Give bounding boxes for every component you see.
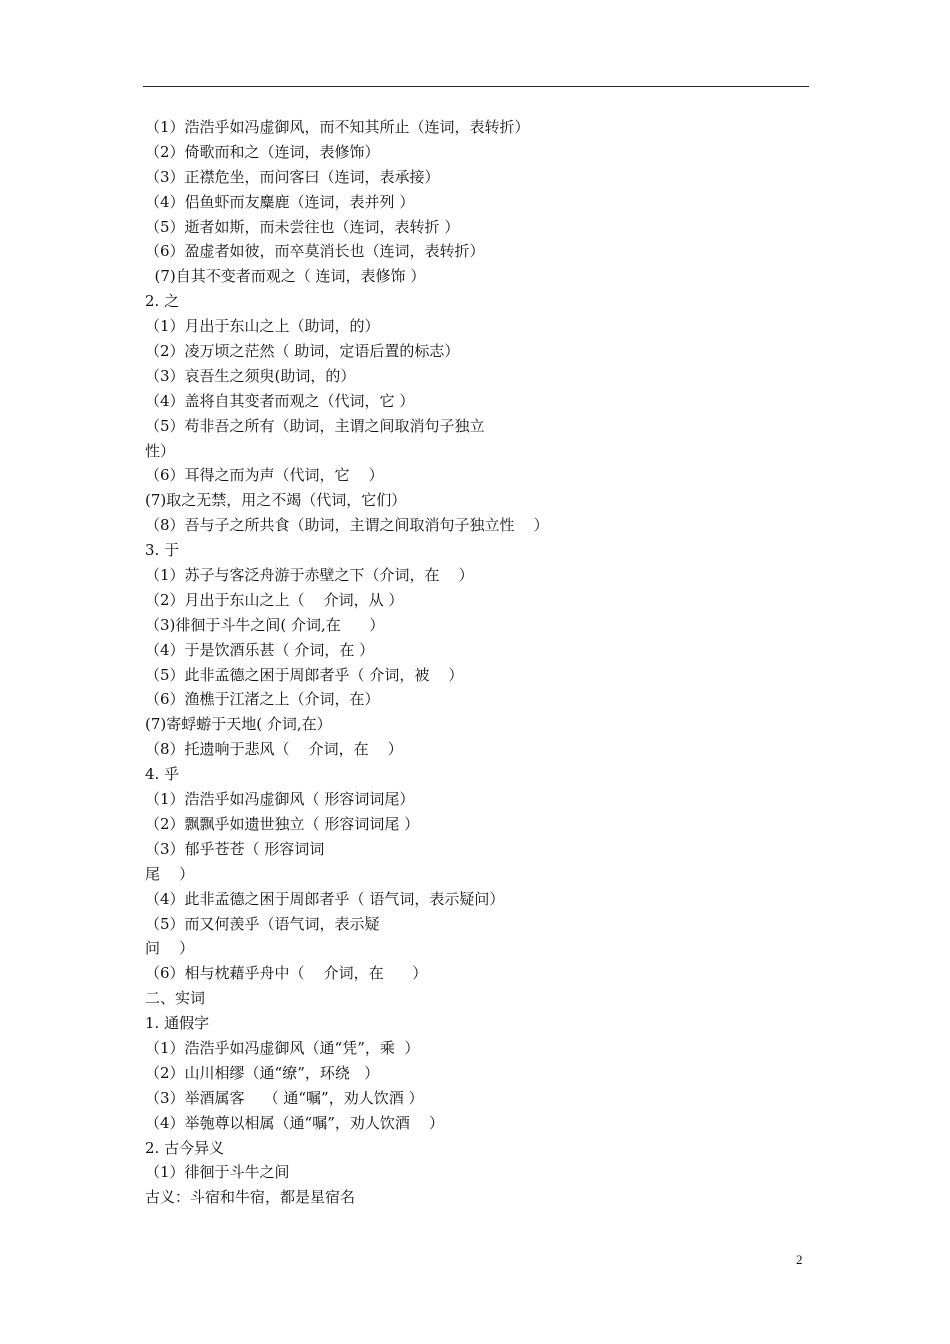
text-line: （8）吾与子之所共食（助词，主谓之间取消句子独立性 ）	[145, 516, 549, 535]
text-line: （1）浩浩乎如冯虚御风，而不知其所止（连词，表转折）	[145, 118, 530, 136]
text-line: （4）侣鱼虾而友麋鹿（连词，表并列 ）	[145, 192, 415, 211]
text-line: 性）	[145, 441, 176, 460]
text-line: （3）正襟危坐，而问客曰（连词，表承接）	[145, 167, 440, 186]
text-line: （4）盖将自其变者而观之（代词，它 ）	[145, 391, 415, 410]
text-line: 二、实词	[145, 989, 206, 1008]
text-line: （1）月出于东山之上（助词，的）	[145, 317, 380, 336]
text-line: （3）举酒属客 （ 通“嘱”，劝人饮酒 ）	[145, 1088, 424, 1107]
text-line: 3. 于	[145, 541, 180, 560]
text-line: （2）月出于东山之上（ 介词，从 ）	[145, 590, 404, 609]
header-rule	[143, 86, 809, 87]
text-line: 古义：斗宿和牛宿，都是星宿名	[145, 1188, 356, 1207]
text-line: （6）盈虚者如彼，而卒莫消长也（连词，表转折）	[145, 242, 485, 261]
text-line: 尾 ）	[145, 864, 195, 883]
text-line: 4. 乎	[145, 765, 180, 784]
text-line: （2）凌万顷之茫然（ 助词，定语后置的标志）	[145, 342, 460, 361]
text-line: 2. 古今异义	[145, 1138, 225, 1157]
text-line: (7)寄蜉蝣于天地( 介词,在）	[145, 715, 332, 734]
page-number: 2	[796, 1252, 803, 1267]
text-line: （5）此非孟德之困于周郎者乎（ 介词，被 ）	[145, 665, 464, 684]
text-line: （4）于是饮酒乐甚（ 介词，在 ）	[145, 640, 375, 659]
text-line: 1. 通假字	[145, 1014, 210, 1033]
text-line: （4）此非孟德之困于周郎者乎（ 语气词，表示疑问）	[145, 889, 505, 908]
text-line: （1）苏子与客泛舟游于赤壁之下（介词，在 ）	[145, 566, 474, 585]
text-line: （8）托遗响于悲风（ 介词，在 ）	[145, 740, 403, 759]
text-line: （5）逝者如斯，而未尝往也（连词，表转折 ）	[145, 217, 460, 236]
text-line: 问 ）	[145, 939, 195, 958]
text-line: （3)徘徊于斗牛之间( 介词,在 ）	[145, 615, 385, 634]
text-line: （4）举匏尊以相属（通“嘱”，劝人饮酒 ）	[145, 1113, 444, 1132]
text-line: （3）哀吾生之须臾(助词，的）	[145, 366, 356, 385]
text-line: 2. 之	[145, 292, 180, 311]
text-line: （5）苟非吾之所有（助词，主谓之间取消句子独立	[145, 416, 485, 435]
text-line: （6）相与枕藉乎舟中（ 介词，在 ）	[145, 964, 428, 983]
text-line: （3）郁乎苍苍（ 形容词词	[145, 839, 325, 858]
text-line: （2）倚歌而和之（连词，表修饰）	[145, 142, 380, 161]
text-line: （1）浩浩乎如冯虚御风（通“凭”，乘 ）	[145, 1038, 420, 1057]
document-body	[145, 115, 805, 1210]
text-line: （6）渔樵于江渚之上（介词，在）	[145, 690, 380, 709]
text-line: （6）耳得之而为声（代词，它 ）	[145, 466, 384, 485]
text-line: （1）浩浩乎如冯虚御风（ 形容词词尾）	[145, 790, 415, 809]
text-line: (7)取之无禁，用之不竭（代词，它们）	[145, 491, 407, 510]
text-line: （2）飘飘乎如遗世独立（ 形容词词尾 ）	[145, 814, 420, 833]
text-line: （2）山川相缪（通“缭”，环绕 ）	[145, 1063, 380, 1082]
text-line: (7)自其不变者而观之（ 连词，表修饰 ）	[145, 267, 426, 286]
text-line: （1）徘徊于斗牛之间	[145, 1163, 290, 1182]
text-line: （5）而又何羡乎（语气词，表示疑	[145, 914, 380, 933]
